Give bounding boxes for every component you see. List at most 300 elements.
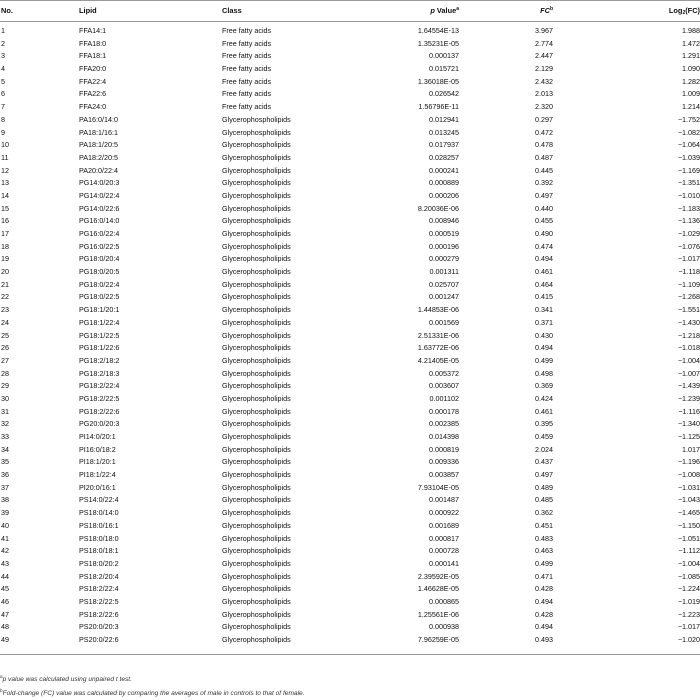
cell-no: 39 (1, 508, 9, 518)
cell-p-value: 0.001487 (429, 495, 459, 505)
cell-fc: 0.463 (535, 546, 553, 556)
cell-lipid: PG18:1/20:1 (79, 305, 120, 315)
cell-p-value: 7.93104E-05 (417, 482, 459, 492)
cell-class: Glycerophospholipids (222, 241, 291, 251)
cell-lipid: PG16:0/22:4 (79, 229, 120, 238)
cell-no: 33 (1, 432, 9, 441)
cell-p-value: 0.017937 (429, 140, 459, 150)
cell-log2-fc: −1.008 (677, 470, 700, 480)
cell-p-value: 0.000137 (429, 51, 459, 61)
table-row (0, 38, 700, 51)
table-body (0, 22, 700, 647)
cell-p-value: 0.025707 (429, 279, 459, 289)
cell-log2-fc: −1.351 (677, 178, 700, 188)
cell-lipid: PS18:0/16:1 (79, 520, 119, 530)
cell-fc: 0.445 (535, 165, 553, 175)
cell-fc: 0.428 (535, 609, 553, 619)
cell-log2-fc: −1.020 (677, 635, 700, 644)
cell-no: 10 (1, 140, 9, 150)
cell-no: 1 (1, 26, 5, 35)
cell-fc: 0.362 (535, 508, 553, 518)
cell-class: Glycerophospholipids (222, 152, 291, 162)
table-row (0, 50, 700, 63)
cell-fc: 0.494 (535, 596, 553, 606)
cell-p-value: 0.000865 (429, 596, 459, 606)
table-row (0, 609, 700, 622)
cell-lipid: PI20:0/16:1 (79, 482, 116, 492)
cell-fc: 3.967 (535, 26, 553, 35)
table-row (0, 152, 700, 165)
cell-fc: 0.440 (535, 203, 553, 213)
cell-log2-fc: −1.125 (677, 432, 700, 441)
cell-no: 11 (1, 152, 9, 162)
cell-class: Glycerophospholipids (222, 381, 291, 391)
table-row (0, 583, 700, 596)
table-row (0, 456, 700, 469)
cell-p-value: 0.000141 (429, 558, 459, 568)
cell-class: Glycerophospholipids (222, 393, 291, 403)
cell-fc: 0.392 (535, 178, 553, 188)
cell-fc: 0.459 (535, 432, 553, 441)
table-bottom-rule (0, 654, 700, 655)
cell-class: Glycerophospholipids (222, 444, 291, 454)
cell-fc: 0.371 (535, 317, 553, 327)
cell-fc: 2.129 (535, 64, 553, 74)
cell-no: 19 (1, 254, 9, 264)
cell-class: Glycerophospholipids (222, 190, 291, 200)
cell-fc: 0.489 (535, 482, 553, 492)
cell-class: Glycerophospholipids (222, 622, 291, 632)
cell-class: Glycerophospholipids (222, 330, 291, 340)
table-row (0, 304, 700, 317)
cell-lipid: PI16:0/18:2 (79, 444, 116, 454)
cell-fc: 0.424 (535, 393, 553, 403)
cell-lipid: PG18:2/22:6 (79, 406, 120, 416)
cell-p-value: 0.000889 (429, 178, 459, 188)
cell-log2-fc: −1.010 (677, 190, 700, 200)
cell-lipid: FFA18:1 (79, 51, 107, 61)
cell-lipid: PG18:0/22:5 (79, 292, 120, 302)
cell-fc: 0.494 (535, 254, 553, 264)
cell-no: 34 (1, 444, 9, 454)
cell-fc: 2.432 (535, 76, 553, 86)
table-row (0, 190, 700, 203)
cell-no: 13 (1, 178, 9, 188)
cell-class: Glycerophospholipids (222, 520, 291, 530)
cell-fc: 2.024 (535, 444, 553, 454)
cell-log2-fc: −1.029 (677, 229, 700, 238)
cell-class: Glycerophospholipids (222, 292, 291, 302)
cell-fc: 0.430 (535, 330, 553, 340)
cell-class: Free fatty acids (222, 76, 272, 86)
cell-no: 18 (1, 241, 9, 251)
cell-lipid: PI18:1/22:4 (79, 470, 116, 480)
cell-lipid: PS20:0/20:3 (79, 622, 119, 632)
cell-fc: 0.455 (535, 216, 553, 226)
cell-class: Glycerophospholipids (222, 596, 291, 606)
cell-log2-fc: −1.183 (677, 203, 700, 213)
cell-lipid: PA18:1/16:1 (79, 127, 119, 137)
cell-log2-fc: 1.291 (682, 51, 700, 61)
cell-log2-fc: −1.118 (678, 267, 700, 277)
cell-log2-fc: −1.340 (677, 419, 700, 429)
cell-class: Glycerophospholipids (222, 419, 291, 429)
cell-no: 44 (1, 571, 9, 581)
cell-fc: 0.499 (535, 558, 553, 568)
cell-class: Free fatty acids (222, 64, 272, 74)
cell-lipid: PG20:0/20:3 (79, 419, 120, 429)
cell-p-value: 0.000817 (429, 533, 459, 543)
cell-p-value: 0.001102 (429, 393, 459, 403)
cell-class: Glycerophospholipids (222, 343, 291, 353)
cell-p-value: 0.008946 (429, 216, 459, 226)
cell-p-value: 0.000819 (429, 444, 459, 454)
table-row (0, 63, 700, 76)
cell-class: Glycerophospholipids (222, 229, 291, 238)
cell-no: 42 (1, 546, 9, 556)
cell-no: 6 (1, 89, 5, 99)
cell-p-value: 0.005372 (429, 368, 459, 378)
cell-lipid: PS18:0/18:1 (79, 546, 119, 556)
cell-no: 15 (1, 203, 9, 213)
cell-p-value: 1.36018E-05 (417, 76, 459, 86)
cell-class: Glycerophospholipids (222, 114, 291, 124)
table-row (0, 330, 700, 343)
cell-fc: 0.461 (535, 267, 553, 277)
cell-log2-fc: −1.109 (677, 279, 700, 289)
cell-p-value: 0.000519 (429, 229, 459, 238)
cell-fc: 2.320 (535, 102, 553, 112)
cell-log2-fc: −1.116 (678, 406, 700, 416)
cell-class: Glycerophospholipids (222, 165, 291, 175)
cell-no: 45 (1, 584, 9, 594)
cell-p-value: 0.000178 (429, 406, 459, 416)
table-row (0, 621, 700, 634)
cell-no: 5 (1, 76, 5, 86)
cell-no: 21 (1, 279, 9, 289)
table-row (0, 177, 700, 190)
cell-lipid: PS18:0/18:0 (79, 533, 119, 543)
cell-class: Glycerophospholipids (222, 254, 291, 264)
cell-fc: 0.498 (535, 368, 553, 378)
table-row (0, 520, 700, 533)
cell-log2-fc: −1.752 (677, 114, 700, 124)
cell-no: 22 (1, 292, 9, 302)
table-row (0, 241, 700, 254)
table-row (0, 317, 700, 330)
cell-class: Glycerophospholipids (222, 178, 291, 188)
cell-lipid: PG18:0/20:4 (79, 254, 120, 264)
cell-lipid: PG18:2/18:2 (79, 355, 120, 365)
cell-lipid: FFA14:1 (79, 26, 107, 35)
cell-no: 48 (1, 622, 9, 632)
cell-fc: 0.494 (535, 343, 553, 353)
cell-p-value: 0.014398 (429, 432, 459, 441)
cell-no: 32 (1, 419, 9, 429)
table-row (0, 596, 700, 609)
cell-no: 36 (1, 470, 9, 480)
cell-log2-fc: 1.009 (682, 89, 700, 99)
header-lipid: Lipid (79, 0, 222, 22)
table-row (0, 634, 700, 647)
cell-p-value: 0.009336 (429, 457, 459, 467)
cell-class: Glycerophospholipids (222, 571, 291, 581)
cell-fc: 0.499 (535, 355, 553, 365)
cell-class: Free fatty acids (222, 26, 272, 35)
cell-class: Glycerophospholipids (222, 546, 291, 556)
cell-fc: 2.774 (535, 38, 553, 48)
cell-fc: 0.497 (535, 470, 553, 480)
cell-lipid: PS18:2/20:4 (79, 571, 119, 581)
cell-log2-fc: −1.018 (677, 343, 700, 353)
cell-lipid: FFA22:4 (79, 76, 107, 86)
cell-log2-fc: −1.112 (678, 546, 700, 556)
cell-lipid: PS14:0/22:4 (79, 495, 119, 505)
cell-fc: 0.437 (535, 457, 553, 467)
cell-class: Glycerophospholipids (222, 584, 291, 594)
table-row (0, 507, 700, 520)
table-row (0, 571, 700, 584)
cell-fc: 2.447 (535, 51, 553, 61)
cell-lipid: PA16:0/14:0 (79, 114, 119, 124)
cell-log2-fc: −1.082 (677, 127, 700, 137)
cell-class: Glycerophospholipids (222, 470, 291, 480)
cell-class: Glycerophospholipids (222, 203, 291, 213)
cell-log2-fc: −1.051 (677, 533, 700, 543)
cell-log2-fc: −1.031 (677, 482, 700, 492)
table-row (0, 253, 700, 266)
cell-fc: 0.369 (535, 381, 553, 391)
table-row (0, 368, 700, 381)
cell-no: 7 (1, 102, 5, 112)
cell-no: 27 (1, 355, 9, 365)
cell-no: 29 (1, 381, 9, 391)
cell-lipid: PG16:0/14:0 (79, 216, 120, 226)
footnote-b: $^b$Fold-change (FC) value was calculated by comparing the averages of male in controls to that of female. (0, 688, 305, 697)
cell-log2-fc: −1.064 (677, 140, 700, 150)
cell-no: 23 (1, 305, 9, 315)
cell-p-value: 0.001689 (429, 520, 459, 530)
cell-fc: 2.013 (535, 89, 553, 99)
cell-lipid: PS18:0/14:0 (79, 508, 119, 518)
cell-lipid: FFA18:0 (79, 38, 107, 48)
cell-lipid: PA20:0/22:4 (79, 165, 119, 175)
cell-class: Glycerophospholipids (222, 216, 291, 226)
cell-log2-fc: −1.043 (677, 495, 700, 505)
cell-lipid: PS18:2/22:5 (79, 596, 119, 606)
cell-p-value: 1.64554E-13 (417, 26, 459, 35)
cell-p-value: 0.000728 (429, 546, 459, 556)
cell-fc: 0.483 (535, 533, 553, 543)
cell-lipid: PS18:0/20:2 (79, 558, 119, 568)
cell-no: 26 (1, 343, 9, 353)
table-row (0, 101, 700, 114)
header-log2-fc: Log$_2$(FC) (553, 0, 700, 22)
cell-no: 4 (1, 64, 5, 74)
cell-lipid: PG18:2/22:4 (79, 381, 120, 391)
cell-fc: 0.395 (535, 419, 553, 429)
cell-lipid: PS18:2/22:6 (79, 609, 119, 619)
cell-log2-fc: −1.218 (677, 330, 700, 340)
cell-log2-fc: −1.430 (677, 317, 700, 327)
cell-no: 3 (1, 51, 5, 61)
cell-class: Glycerophospholipids (222, 508, 291, 518)
cell-p-value: 0.003857 (429, 470, 459, 480)
cell-class: Glycerophospholipids (222, 495, 291, 505)
cell-log2-fc: −1.136 (677, 216, 700, 226)
cell-fc: 0.485 (535, 495, 553, 505)
cell-class: Glycerophospholipids (222, 482, 291, 492)
cell-lipid: PS20:0/22:6 (79, 635, 119, 644)
cell-class: Glycerophospholipids (222, 317, 291, 327)
cell-log2-fc: −1.169 (677, 165, 700, 175)
cell-log2-fc: −1.007 (677, 368, 700, 378)
cell-p-value: 0.013245 (429, 127, 459, 137)
cell-log2-fc: −1.017 (677, 622, 700, 632)
cell-p-value: 1.63772E-06 (417, 343, 459, 353)
cell-p-value: 0.000241 (429, 165, 459, 175)
cell-lipid: PG14:0/22:4 (79, 190, 120, 200)
cell-p-value: 0.003607 (429, 381, 459, 391)
header-p-value: p Value$^a$ (372, 0, 459, 22)
cell-p-value: 0.000196 (429, 241, 459, 251)
cell-log2-fc: −1.223 (677, 609, 700, 619)
cell-fc: 0.341 (535, 305, 553, 315)
cell-no: 9 (1, 127, 5, 137)
table-row (0, 393, 700, 406)
cell-p-value: 0.001247 (429, 292, 459, 302)
cell-class: Glycerophospholipids (222, 432, 291, 441)
cell-no: 30 (1, 393, 9, 403)
cell-p-value: 0.000922 (429, 508, 459, 518)
cell-lipid: PG18:1/22:5 (79, 330, 120, 340)
cell-class: Glycerophospholipids (222, 609, 291, 619)
cell-class: Glycerophospholipids (222, 279, 291, 289)
cell-fc: 0.464 (535, 279, 553, 289)
cell-log2-fc: 1.472 (682, 38, 700, 48)
cell-log2-fc: −1.224 (677, 584, 700, 594)
cell-lipid: PA18:1/20:5 (79, 140, 119, 150)
cell-class: Glycerophospholipids (222, 267, 291, 277)
cell-lipid: PS18:2/22:4 (79, 584, 119, 594)
cell-fc: 0.490 (535, 229, 553, 238)
cell-fc: 0.472 (535, 127, 553, 137)
cell-p-value: 8.20036E-06 (417, 203, 459, 213)
cell-log2-fc: −1.551 (677, 305, 700, 315)
cell-p-value: 7.96259E-05 (417, 635, 459, 644)
cell-log2-fc: −1.019 (677, 596, 700, 606)
cell-lipid: PA18:2/20:5 (79, 152, 119, 162)
cell-lipid: PG18:0/22:4 (79, 279, 120, 289)
cell-class: Glycerophospholipids (222, 533, 291, 543)
cell-log2-fc: −1.439 (677, 381, 700, 391)
cell-lipid: FFA20:0 (79, 64, 107, 74)
cell-class: Glycerophospholipids (222, 305, 291, 315)
cell-lipid: PG14:0/22:6 (79, 203, 120, 213)
cell-class: Glycerophospholipids (222, 406, 291, 416)
footnote-a: $^a$p value was calculated using unpaired t test. (0, 674, 132, 683)
cell-p-value: 0.001569 (429, 317, 459, 327)
table-row (0, 545, 700, 558)
table-row (0, 228, 700, 241)
table-row (0, 266, 700, 279)
table-row (0, 418, 700, 431)
cell-lipid: PG18:0/20:5 (79, 267, 120, 277)
cell-no: 14 (1, 190, 9, 200)
cell-no: 43 (1, 558, 9, 568)
cell-p-value: 0.012941 (429, 114, 459, 124)
cell-log2-fc: 1.090 (682, 64, 700, 74)
table-row (0, 342, 700, 355)
cell-log2-fc: 1.017 (682, 444, 700, 454)
cell-log2-fc: −1.039 (677, 152, 700, 162)
cell-fc: 0.461 (535, 406, 553, 416)
table-row (0, 279, 700, 292)
cell-fc: 0.474 (535, 241, 553, 251)
cell-no: 16 (1, 216, 9, 226)
cell-class: Glycerophospholipids (222, 355, 291, 365)
cell-fc: 0.415 (535, 292, 553, 302)
cell-p-value: 0.026542 (429, 89, 459, 99)
cell-p-value: 0.000938 (429, 622, 459, 632)
table-row (0, 88, 700, 101)
cell-fc: 0.497 (535, 190, 553, 200)
cell-log2-fc: −1.150 (677, 520, 700, 530)
cell-lipid: PI18:1/20:1 (79, 457, 116, 467)
cell-fc: 0.487 (535, 152, 553, 162)
header-no: No. (0, 0, 79, 22)
table-row (0, 76, 700, 89)
cell-no: 41 (1, 533, 9, 543)
cell-log2-fc: 1.282 (682, 76, 700, 86)
table-row (0, 533, 700, 546)
cell-p-value: 0.000206 (429, 190, 459, 200)
cell-fc: 0.297 (535, 114, 553, 124)
cell-p-value: 4.21405E-05 (417, 355, 459, 365)
cell-no: 20 (1, 267, 9, 277)
cell-class: Glycerophospholipids (222, 558, 291, 568)
table-row (0, 203, 700, 216)
cell-no: 31 (1, 406, 9, 416)
cell-log2-fc: −1.268 (677, 292, 700, 302)
cell-no: 38 (1, 495, 9, 505)
cell-p-value: 0.028257 (429, 152, 459, 162)
cell-no: 37 (1, 482, 9, 492)
cell-fc: 0.428 (535, 584, 553, 594)
cell-class: Free fatty acids (222, 102, 272, 112)
cell-lipid: PG18:2/22:5 (79, 393, 120, 403)
cell-log2-fc: −1.239 (677, 393, 700, 403)
cell-log2-fc: −1.085 (677, 571, 700, 581)
cell-no: 24 (1, 317, 9, 327)
cell-no: 49 (1, 635, 9, 644)
cell-class: Glycerophospholipids (222, 368, 291, 378)
table-row (0, 482, 700, 495)
table-row (0, 380, 700, 393)
table-row (0, 215, 700, 228)
cell-lipid: PG14:0/20:3 (79, 178, 120, 188)
cell-p-value: 1.44853E-06 (417, 305, 459, 315)
cell-class: Free fatty acids (222, 51, 272, 61)
table-row (0, 25, 700, 38)
cell-log2-fc: 1.214 (682, 102, 700, 112)
cell-log2-fc: −1.004 (677, 558, 700, 568)
cell-p-value: 2.39592E-05 (417, 571, 459, 581)
cell-p-value: 1.46628E-05 (417, 584, 459, 594)
cell-lipid: PG16:0/22:5 (79, 241, 120, 251)
table-row (0, 291, 700, 304)
cell-p-value: 2.51331E-06 (417, 330, 459, 340)
